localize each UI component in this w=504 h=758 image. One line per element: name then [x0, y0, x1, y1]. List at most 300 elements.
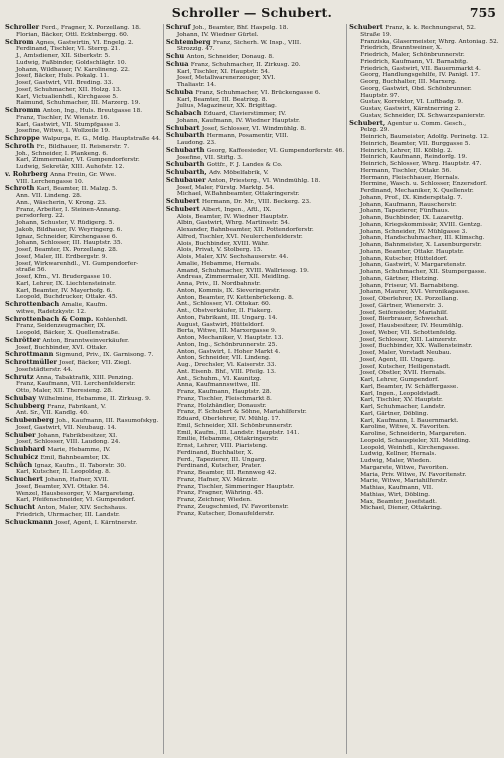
entry-text: Josefstädterstr. 44. — [16, 366, 73, 373]
directory-entry — [166, 389, 344, 396]
entry-text: Karl, Beamter, IV. Mayerhofg. 6. — [16, 287, 113, 294]
entry-text: Straße 19. — [360, 31, 392, 38]
directory-entry — [166, 423, 344, 430]
directory-entry — [349, 289, 499, 296]
entry-text: Otto, Maler, XII. Theresieng. 28. — [16, 388, 113, 394]
entry-text: Johann, Bahnmeister, X. Laxenburgerstr. — [360, 242, 482, 248]
entry-surname: Schruf — [165, 23, 193, 31]
entry-text: Ant. Sr., VII. Kandlg. 40. — [16, 410, 89, 417]
entry-surname: Schubarth — [165, 131, 207, 140]
directory-entry — [5, 87, 161, 94]
entry-text: Laudong. 23. — [176, 140, 217, 146]
entry-text: Leopold, Buchdrucker, Ottakr. 45. — [16, 294, 118, 301]
entry-text: Johann, Kaufmann, Rauscherstr. — [360, 201, 457, 208]
directory-entry — [5, 281, 161, 288]
entry-text: Karl, Tischler, XV. Hauptstr. — [360, 397, 443, 404]
directory-entry — [166, 382, 344, 389]
entry-text: Josef, Gastwirt, VII. Breding. 33. — [16, 80, 114, 86]
entry-text: Heinrich, Lehrer, III. Kölblg. 2. — [360, 147, 453, 154]
directory-entry — [5, 267, 161, 274]
directory-columns — [3, 24, 501, 754]
directory-entry — [5, 207, 161, 214]
entry-text: Josef, Seifensieder, Mariahilf. — [360, 309, 448, 316]
entry-surname: Schroppe — [5, 134, 43, 142]
directory-entry — [5, 185, 161, 193]
directory-entry — [166, 497, 344, 504]
directory-entry — [166, 443, 344, 450]
entry-text: Josef, Agent, I. Kärntnerstr. — [55, 519, 138, 526]
entry-text: Hermann, Dr. Mr., VIII. Beckerg. 23. — [201, 199, 311, 205]
directory-entry — [349, 256, 499, 263]
entry-text: Franz, Hafner, XV. Märzstr. — [176, 476, 258, 483]
entry-text: Leopold, Weinhdl., Kirchengasse. — [360, 444, 460, 451]
directory-entry — [5, 122, 161, 129]
entry-text: Johann, Schneider, IV. Mühlgasse 3. — [360, 228, 468, 235]
entry-surname: Schrutz — [5, 372, 36, 381]
directory-entry — [166, 450, 344, 457]
entry-text: Alexander, Bahnbeamter, XII. Pottendorferstr. — [176, 227, 314, 233]
entry-text: Karl, Tischler, XI. Hauptstr. 54. — [176, 68, 270, 75]
entry-text: Franz, Zeichner, Wieden. — [176, 497, 252, 503]
entry-surname: Schroth — [5, 184, 37, 193]
directory-entry — [166, 430, 344, 437]
entry-text: Anton, Fabrikant, III. Ungarg. 14. — [176, 314, 278, 321]
entry-text: Hermann, Fleischhauer, Hernals. — [360, 174, 460, 181]
entry-text: Anton, Schneider, VII. Lindeng. — [176, 355, 271, 362]
entry-text: Josef, Bäcker, Huls. Pokalg. 11. — [16, 73, 109, 80]
entry-surname: Schubicz — [5, 452, 41, 461]
entry-text: Amand, Schuhmacher, XVIII. Wallriessg. 19. — [176, 267, 309, 274]
entry-text: Albert, Ingen., Aftl., IX. — [201, 206, 272, 213]
entry-text: Eduard, Clavierstimmer, IV. — [203, 111, 287, 117]
entry-text: Ferd., Fragner, X. Porzellang. 18. — [41, 25, 141, 31]
entry-text: Franz, Sicherh. W. Insp., VIII. — [212, 39, 302, 46]
entry-text: Heinrich, Kaufmann, Reindorfg. 19. — [360, 154, 468, 161]
directory-entry — [349, 66, 499, 73]
directory-entry — [5, 94, 161, 101]
entry-text: Josef, Oberlehrer, IX. Porzellang. — [360, 296, 459, 302]
entry-text: Georg, Handlungsgehilfe, IV. Panigl. 17. — [360, 72, 480, 79]
entry-text: Johann, Kaufmann, IV. Wiedner Hauptstr. — [176, 117, 301, 124]
directory-entry — [166, 328, 344, 335]
directory-entry — [349, 458, 499, 465]
entry-text: Johann, Schuster, V. Rüdigerg. 5. — [16, 220, 115, 226]
entry-text: Franz, Arbeiter, I. Steinen-Annang. — [16, 206, 121, 213]
entry-text: Alois, Maler, XIV. Sechshauserstr. 44. — [176, 254, 289, 260]
entry-surname: Schubarth — [165, 145, 207, 154]
entry-text: Berta, Witwe, III. Marxergasse 9. — [176, 328, 277, 335]
directory-entry — [349, 86, 499, 93]
directory-entry — [166, 274, 344, 281]
entry-text: Friedrich, Maler, Schönbrunnerstr. — [360, 52, 465, 58]
directory-entry — [5, 67, 161, 74]
entry-text: Ann. VII. Lindeng. 28. — [16, 193, 82, 199]
entry-text: Albin, Gastwirt, Whrg. Martinsstr. 54. — [176, 220, 290, 227]
entry-surname: Schabach — [165, 109, 204, 117]
entry-text: Thaliastr. 14. — [176, 82, 217, 88]
entry-text: Josef, Buchbinder, XVI. Ottakr. — [16, 344, 108, 351]
entry-text: Johann, Friseur, VI. Barnabiteng. — [360, 282, 459, 289]
entry-text: Johann, Tapezierer, Fünfhaus. — [360, 208, 450, 215]
directory-entry — [5, 519, 161, 527]
entry-text: Karl, Beamter, II. Malzg. 5. — [36, 186, 118, 193]
directory-entry — [5, 323, 161, 330]
entry-text: straße 56. — [16, 267, 47, 274]
directory-entry — [5, 484, 161, 491]
entry-text: Mathias, Kaufmann, VII. — [360, 485, 434, 491]
entry-text: Franz, Kaufmann, Hauptstr. 28. — [176, 389, 272, 395]
entry-text: Leopold, Bäcker, X. Quellenstraße. — [16, 330, 120, 336]
entry-text: Kohlenhdl. — [95, 316, 128, 323]
entry-surname: Schubarth, — [165, 168, 209, 176]
directory-entry — [349, 404, 499, 411]
entry-text: Amalie, Kaufm. — [61, 302, 108, 308]
directory-entry — [349, 45, 499, 52]
entry-text: Joh., Beamter, Bhf. Haspelg. 18. — [192, 25, 289, 31]
directory-entry — [5, 337, 161, 345]
directory-entry — [166, 24, 344, 32]
directory-entry — [166, 97, 344, 104]
entry-text: Emil, Schneider, XII. Schönbrunnerstr. — [176, 422, 293, 429]
entry-text: Josef, Beamter, IX. Porzellang. 28. — [16, 247, 118, 253]
entry-text: Friedrich, Gastwirt, VII. Bauernmarkt 4. — [360, 65, 481, 72]
entry-text: Ant. Eisenb. Bhf., VIII. Pfeilg. 13. — [176, 368, 276, 375]
directory-entry — [5, 115, 161, 122]
entry-text: Johann, Gastwirt, V. Margaretenstr. — [360, 262, 467, 269]
entry-text: Georg, Kaffeesieder, VI. Gumpendorferstr. 46. — [206, 147, 345, 154]
entry-surname: Schromm — [5, 106, 43, 114]
directory-entry — [349, 303, 499, 310]
directory-entry — [5, 288, 161, 295]
directory-entry — [349, 262, 499, 269]
directory-entry — [349, 79, 499, 86]
entry-text: Alfred, Tischler, XVI. Neulerchenfelderstr. — [176, 233, 303, 240]
entry-text: Josef, Bierbrauer, Schwechat. — [360, 316, 449, 323]
entry-surname: Schu — [165, 52, 187, 60]
directory-entry — [166, 227, 344, 234]
directory-entry — [349, 316, 499, 323]
directory-entry — [166, 376, 344, 383]
directory-entry — [349, 52, 499, 59]
directory-entry — [166, 177, 344, 185]
directory-entry — [349, 195, 499, 202]
directory-entry — [5, 504, 161, 512]
entry-text: Ant., Schlosser, VI. Ottokar. 60. — [176, 301, 271, 308]
directory-entry — [349, 492, 499, 499]
entry-text: Ludwig, Kellner, Hernals. — [360, 451, 437, 458]
entry-text: Leopold, Schauspieler, XII. Meidling. — [360, 437, 471, 444]
directory-entry — [166, 409, 344, 416]
entry-text: Ant., Obstverkäufer, II. Fiakerg. — [176, 308, 273, 314]
directory-entry — [166, 362, 344, 369]
entry-text: Karl, Victualienhdl., Kirchgasse 5. — [16, 93, 118, 100]
directory-entry — [349, 99, 499, 106]
entry-text: Josef, Gastwirt, VII. Neubaug. 14. — [16, 424, 117, 431]
directory-entry — [349, 438, 499, 445]
directory-entry — [5, 432, 161, 440]
entry-text: Heinrich, Baumeister, Adolfg. Perinetg. 12. — [360, 134, 489, 140]
directory-entry — [5, 220, 161, 227]
directory-entry — [166, 490, 344, 497]
entry-text: Johann, Handschuhmacher, III. Klimschg. — [360, 235, 485, 242]
entry-text: Marie, Hebamme, IV. — [47, 447, 111, 453]
directory-entry — [5, 374, 161, 382]
page-header — [8, 5, 496, 23]
entry-text: Franz, Fabrikant, V. — [47, 403, 106, 410]
directory-entry — [349, 431, 499, 438]
directory-entry — [5, 73, 161, 80]
entry-surname: Schubert — [165, 204, 202, 213]
entry-text: Hermann, Posamentir, VIII. — [206, 133, 289, 140]
directory-entry — [349, 222, 499, 229]
entry-text: Ferdinand, Buchhalter, X. — [176, 449, 254, 456]
entry-text: Ferdinand, Kutscher, Prater. — [176, 463, 262, 470]
directory-entry — [5, 60, 161, 67]
entry-surname: Schroth — [5, 141, 37, 150]
directory-entry — [5, 403, 161, 411]
directory-entry — [349, 249, 499, 256]
entry-surname: Schuba — [165, 87, 196, 96]
directory-entry — [5, 39, 161, 47]
entry-text: Heinrich, Beamter, VII. Burggasse 5. — [360, 140, 471, 147]
entry-text: Franz, Kaufmann, VII. Lerchenfelderstr. — [16, 381, 136, 388]
entry-text: Karl, Beamter, III. Beatrixg. 8. — [176, 96, 268, 103]
entry-text: Johann, Schlosser, III. Hauptstr. 35. — [16, 240, 123, 247]
directory-entry — [5, 157, 161, 164]
entry-text: Andreas, Zimmermaler, XII. Meidling. — [176, 274, 291, 281]
entry-text: Florian, Bäcker, Ottl. Ecktnbergg. 60. — [16, 31, 129, 38]
entry-text: Agentur u. Comm. Gesch., — [387, 120, 467, 127]
directory-entry — [166, 69, 344, 76]
directory-entry — [349, 323, 499, 330]
column-3 — [346, 24, 501, 754]
entry-text: Josef, Gärtner, Wienerstr. 3. — [360, 302, 444, 309]
entry-text: Agnes, Gastwirtin, VI. Engelg. 2. — [35, 39, 134, 46]
entry-text: Karl, Lehrer, Gumpendorf. — [360, 377, 440, 383]
directory-entry — [349, 472, 499, 479]
entry-surname: Schuber — [5, 430, 38, 439]
entry-text: Ignaz, Kaufm., II. Taborstr. 30. — [34, 462, 127, 469]
directory-entry — [349, 141, 499, 148]
entry-surname: Schrottenbach & Comp. — [5, 314, 96, 323]
entry-text: Adv. Möbelfabrik, V. — [208, 170, 269, 176]
entry-text: Jakob, Bildhauer, IV. Weyringerg. 6. — [16, 226, 123, 233]
entry-text: Karl, Kutscher, II. Leopoldsg. 8. — [16, 469, 111, 476]
directory-entry — [5, 200, 161, 207]
entry-text: Ann., Wäscherin, V. Krong. 23. — [16, 199, 107, 206]
entry-text: persdorferg. 22. — [16, 213, 65, 220]
running-head: Schroller — Schubert. — [171, 5, 333, 20]
entry-text: Joh., Schneider, I. Plankeng. 6. — [16, 150, 108, 157]
directory-entry — [349, 148, 499, 155]
directory-entry — [349, 411, 499, 418]
directory-entry — [166, 511, 344, 518]
entry-text: Franz, Schuhmacher, II. Zirkusg. 20. — [190, 61, 301, 68]
entry-text: Josef, Kfm., VI. Brudergasse 10. — [16, 274, 112, 280]
entry-text: Joh., Kaufmann, III. Rasumofskyg. — [56, 418, 159, 424]
directory-entry — [166, 342, 344, 349]
entry-text: Josef, Wirkwarenhdl., VI. Gumpendorfer- — [16, 260, 139, 267]
directory-entry — [166, 403, 344, 410]
directory-entry — [349, 120, 499, 128]
entry-surname: Schubert — [349, 23, 386, 31]
directory-entry — [5, 417, 161, 425]
entry-text: Gottfr., F. J. Landes & Co. — [206, 162, 283, 169]
directory-entry — [5, 247, 161, 254]
directory-entry — [166, 110, 344, 118]
entry-surname: Schrötter — [5, 335, 43, 344]
directory-entry — [349, 134, 499, 141]
entry-text: Karl, Lehrer, IX. Liechtensteinstr. — [16, 280, 117, 287]
entry-text: Karl, Gastwirt, VII. Stumpfgasse 3. — [16, 121, 121, 128]
entry-surname: Schubenberg — [5, 416, 57, 424]
directory-entry — [5, 462, 161, 470]
directory-entry — [166, 220, 344, 227]
entry-text: Marie, Witwe, Mariahilferstr. — [360, 478, 448, 485]
directory-entry — [166, 46, 344, 53]
entry-text: Karoline, Witwe, X. Favoriten. — [360, 424, 450, 431]
entry-text: Strozzig. 47. — [176, 46, 215, 53]
entry-text: Anna Freiin, Gr. Wwe. — [50, 171, 117, 178]
directory-entry — [349, 445, 499, 452]
entry-text: Ludwig, Maler, Wieden. — [360, 458, 432, 464]
entry-text: Georg, Gastwirt, Obd. Schönbrunner. — [360, 85, 472, 92]
entry-text: Josef, Schlosser, XIII. Lainzerstr. — [360, 336, 458, 343]
entry-text: Ignaz, Schneider, Kirchengasse 6. — [16, 233, 118, 240]
entry-text: Eduard, Oberlehrer, IV. Mühlg. 17. — [176, 416, 281, 422]
directory-entry — [5, 316, 161, 324]
directory-entry — [5, 359, 161, 367]
entry-text: Raimund, Schuhmacher, III. Marzerg. 19. — [16, 100, 141, 107]
entry-text: Franz, Kutscher, Donaufelderstr. — [176, 510, 275, 517]
directory-entry — [5, 24, 161, 32]
directory-entry — [166, 147, 344, 155]
directory-entry — [5, 381, 161, 388]
directory-entry — [166, 241, 344, 248]
entry-surname: Schubberg — [5, 401, 48, 410]
entry-text: Josef, Buchbinder, XX. Wallensteinstr. — [360, 343, 473, 350]
directory-entry — [349, 202, 499, 209]
directory-entry — [349, 499, 499, 506]
entry-text: Georg, Buchhalter, III. Marxerg. — [360, 79, 457, 85]
entry-surname: Schubert, — [349, 118, 388, 127]
entry-text: Franz, Seidenzeugmacher, IX. — [16, 323, 106, 330]
entry-text: Josef, Beamter, XVI. Ottakr. 54. — [16, 483, 110, 490]
directory-entry — [5, 151, 161, 158]
entry-surname: Schubert — [165, 197, 202, 205]
entry-text: Franziska, Glasermeister, Whrg. Antoniag. 52. — [360, 38, 499, 45]
directory-entry — [349, 296, 499, 303]
directory-entry — [166, 53, 344, 61]
directory-entry — [349, 370, 499, 377]
entry-text: Karl, Kaufmann, I. Bauernmarkt. — [360, 417, 459, 424]
entry-text: Johann, Kriegskommissär, XVIII. Gentzg. — [360, 221, 482, 228]
entry-text: Hermann, Tischler, Ottakr. 56. — [360, 167, 452, 174]
entry-text: Josef, Weber, VII. Schottenfeldg. — [360, 329, 457, 336]
entry-text: Michael, Diener, Ottakring. — [360, 505, 442, 512]
entry-text: Franz, Tischler, Simmeringer Hauptstr. — [176, 483, 295, 490]
entry-text: Anton, Mechaniker, V. Hauptstr. 13. — [176, 335, 284, 341]
page-number: 755 — [469, 5, 496, 20]
directory-entry — [349, 357, 499, 364]
entry-text: Anton, Schneider, Donaug. 8. — [186, 54, 274, 60]
column-1 — [3, 24, 163, 754]
entry-text: Maria, Priv. Witwe, IV. Favoritenstr. — [360, 471, 467, 478]
directory-entry — [5, 171, 161, 179]
entry-text: Josef, Schlosser, VIII. Laudong. 24. — [16, 439, 121, 446]
directory-entry — [166, 261, 344, 268]
entry-text: Max, Beamter, Josefstadt. — [360, 498, 437, 505]
directory-entry — [166, 234, 344, 241]
entry-text: Heinrich, Schlosser, Whrg. Hauptstr. 47. — [360, 161, 482, 167]
entry-text: Josef, Maler, Fürstg. Marktg. 54. — [176, 184, 275, 191]
directory-entry — [349, 127, 499, 134]
entry-text: Margarete, Witwe, Favoriten. — [360, 464, 449, 471]
entry-text: Franz, Zeugschmied, IV. Favoritenstr. — [176, 503, 289, 510]
entry-text: Amalie, Hebamme, Hernals. — [176, 260, 262, 267]
directory-entry — [166, 89, 344, 97]
directory-entry — [349, 72, 499, 79]
entry-text: Wilhelmine, Hebamme, II. Zirkusg. 9. — [38, 395, 151, 402]
directory-entry — [349, 505, 499, 512]
directory-entry — [5, 261, 161, 268]
entry-surname: Schua — [165, 59, 191, 68]
entry-surname: v. Rohrberg — [5, 169, 51, 178]
directory-entry — [349, 32, 499, 39]
directory-entry — [166, 247, 344, 254]
entry-text: Ferdinand, Tischler, VI. Sterrg. 21. — [16, 46, 121, 53]
entry-text: Johann, Prof., IX. Kinderspitalg. 7. — [360, 194, 463, 201]
directory-entry — [349, 418, 499, 425]
directory-entry — [349, 229, 499, 236]
directory-entry — [349, 181, 499, 188]
directory-entry — [5, 301, 161, 309]
entry-surname: Schrottmüller — [5, 358, 60, 366]
directory-entry — [166, 301, 344, 308]
entry-text: Karl, Gärtner, Döbling. — [360, 410, 429, 417]
directory-entry — [5, 476, 161, 484]
directory-entry — [166, 132, 344, 140]
directory-entry — [166, 75, 344, 82]
entry-text: Anton, Priesterg., VI. Windmühlg. 18. — [207, 177, 321, 184]
directory-entry — [349, 424, 499, 431]
entry-text: Wenzel, Hausbesorger, V. Margareteng. — [16, 490, 135, 497]
entry-text: VIII. Lerchengasse 10. — [16, 178, 84, 185]
entry-text: Josef, Schuhmacher, XII. Holzg. 13. — [16, 86, 122, 93]
entry-text: Gustav, Gastwirt, Kärntnerring 2. — [360, 106, 461, 112]
directory-entry — [349, 343, 499, 350]
directory-entry — [349, 364, 499, 371]
directory-entry — [349, 451, 499, 458]
entry-text: witwe, Radetzkystr. 12. — [16, 308, 86, 315]
directory-entry — [349, 242, 499, 249]
directory-entry — [166, 349, 344, 356]
directory-entry — [166, 335, 344, 342]
directory-entry — [166, 308, 344, 315]
entry-text: Ferdinand, Mechaniker, X. Quellenstr. — [360, 188, 474, 194]
directory-entry — [166, 396, 344, 403]
entry-text: Anton, Ing., Huls. Breutgasse 18. — [42, 108, 143, 114]
entry-text: Franz, k. k. Rechnungsrat, 52. — [385, 25, 476, 31]
entry-text: Emil, Bahnbeamter, IX. — [40, 454, 110, 461]
entry-text: Josef, Agent, III. Ungarg. — [360, 356, 435, 363]
directory-entry — [349, 391, 499, 398]
directory-entry — [349, 106, 499, 113]
entry-text: Gustav, Schneider, IX. Schwarzspanierstr. — [360, 112, 485, 119]
directory-entry — [166, 268, 344, 275]
directory-entry — [349, 59, 499, 66]
directory-entry — [5, 213, 161, 220]
